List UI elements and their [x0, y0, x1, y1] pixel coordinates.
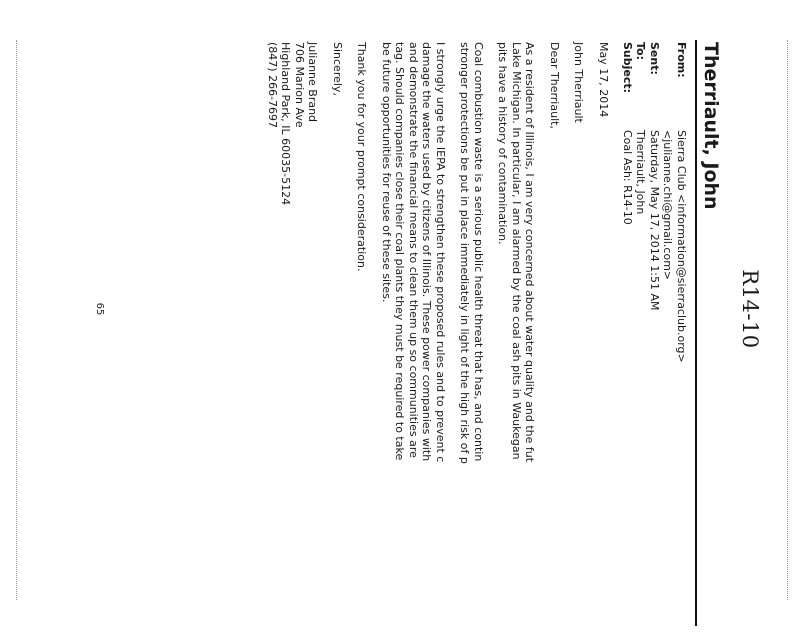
- scan-noise-bottom: [16, 40, 17, 600]
- signature-phone: (847) 266-7697: [266, 42, 279, 129]
- subject-row: [621, 42, 635, 363]
- signature-street: 706 Marion Ave: [293, 42, 306, 128]
- paragraph-line: As a resident of Illinois, I am very concerned about water quality and the fut: [523, 42, 537, 463]
- from-row-continued: [661, 42, 675, 363]
- paragraph-line: Coal combustion waste is a serious public health threat that has, and contin: [472, 42, 485, 462]
- paragraph-line: and demonstrate the financial means to clean them up so communities are: [407, 42, 420, 458]
- paragraph-2: [458, 42, 485, 632]
- paragraph-line: stronger protections be put in place immediately in light of the high risk of p: [458, 42, 472, 464]
- paragraph-line: I strongly urge the IEPA to strengthen these proposed rules and to prevent c: [434, 42, 447, 463]
- heading-rule: [695, 40, 697, 626]
- sent-value: Saturday, May 17, 2014 1:51 AM: [648, 130, 661, 311]
- closing-line: Thank you for your prompt consideration.: [355, 42, 369, 272]
- paragraph-line: be future opportunities for reuse of these sites.: [380, 42, 393, 303]
- letter-salutation: Dear Therriault,: [548, 42, 561, 129]
- subject-label: Subject:: [621, 42, 634, 94]
- to-row: [634, 42, 648, 363]
- paragraph-line: tag. Should companies close their coal plants they must be required to take: [393, 42, 407, 461]
- from-value: Sierra Club <information@sierraclub.org>: [675, 130, 688, 363]
- subject-value: Coal Ash: R14-10: [621, 130, 634, 225]
- to-value: Therriault, John: [634, 130, 648, 215]
- from-value-email: <julianne.chi@gmail.com>: [661, 130, 675, 281]
- letter-date: May 17, 2014: [597, 42, 610, 118]
- paragraph-line: damage the waters used by citizens of Illinois. These power companies with: [420, 42, 434, 462]
- paragraph-1: [496, 42, 537, 632]
- paragraph-3: [380, 42, 448, 632]
- paragraph-line: Lake Michigan. In particular, I am alarmed by the coal ash pits in Waukegan: [510, 42, 523, 460]
- signature-city: Highland Park, IL 60035-5124: [279, 42, 293, 206]
- sign-off: Sincerely,: [331, 42, 344, 96]
- from-row: [675, 42, 689, 363]
- from-label: From:: [675, 42, 688, 78]
- to-label: To:: [634, 42, 648, 60]
- scan-noise-top: [787, 40, 788, 600]
- document-number: R14-10: [738, 269, 762, 349]
- sender-name-heading: Therriault, John: [700, 42, 722, 210]
- letter-body: [266, 42, 611, 632]
- sent-row: [648, 42, 662, 363]
- email-header: [621, 42, 689, 363]
- signature-block: [266, 42, 320, 632]
- page-number: 65: [94, 302, 105, 316]
- paragraph-line: pits have a history of contamination.: [496, 42, 510, 245]
- sent-label: Sent:: [648, 42, 661, 75]
- signature-name: Julianne Brand: [306, 42, 320, 123]
- letter-recipient: John Therriault: [572, 42, 586, 123]
